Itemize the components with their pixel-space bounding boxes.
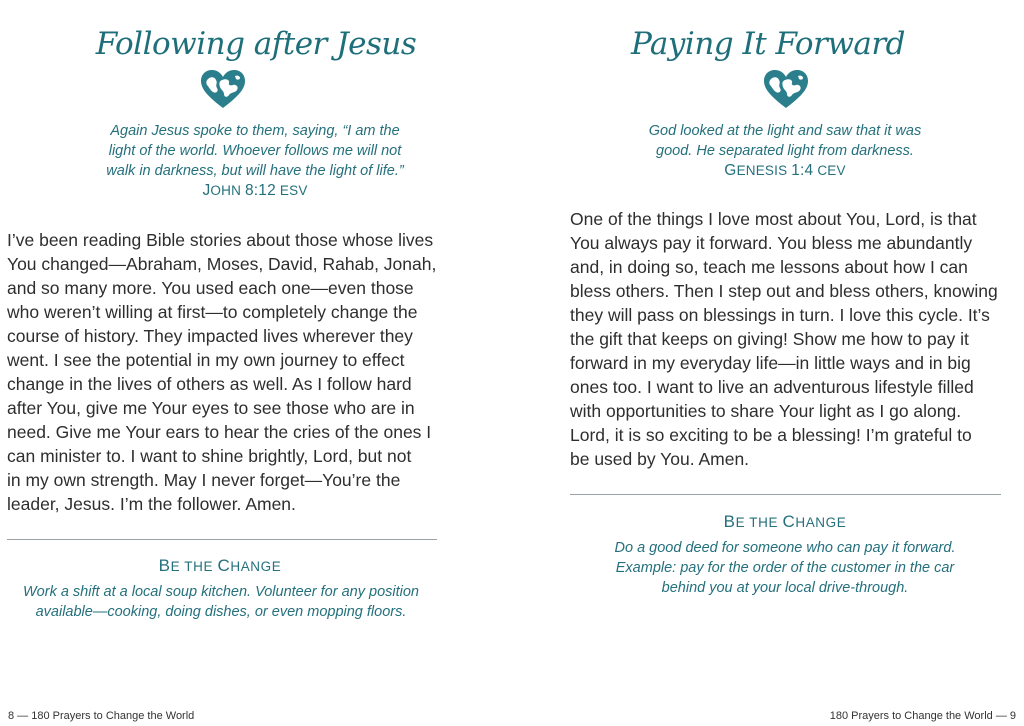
verse-line: walk in darkness, but will have the light of life.” xyxy=(106,163,404,179)
verse-line: good. He separated light from darkness. xyxy=(656,143,914,159)
heart-globe-icon xyxy=(763,70,809,110)
body-line: with opportunities to share Your light as I go along. xyxy=(570,401,962,421)
btc-line: Example: pay for the order of the customer in the car xyxy=(615,560,955,576)
be-the-change-text xyxy=(0,582,442,622)
body-line: I’ve been reading Bible stories about those whose lives xyxy=(7,230,434,250)
body-line: in my own strength. May I never forget—You’re the xyxy=(7,470,401,490)
verse-reference: JOHN 8:12 ESV xyxy=(202,182,308,199)
page-footer: 180 Prayers to Change the World — 9 xyxy=(829,710,1016,722)
body-line: the gift that keeps on giving! Show me how to pay it xyxy=(570,329,969,349)
body-line: be used by You. Amen. xyxy=(570,449,750,469)
body-line: One of the things I love most about You, Lord, is that xyxy=(570,209,977,229)
body-line: can minister to. I want to shine brightly, Lord, but not xyxy=(7,446,412,466)
btc-line: Do a good deed for someone who can pay it forward. xyxy=(614,540,956,556)
be-the-change-text xyxy=(570,538,1000,598)
btc-line: behind you at your local drive-through. xyxy=(661,580,909,596)
verse-reference: GENESIS 1:4 CEV xyxy=(724,162,846,179)
page-title: Following after Jesus xyxy=(95,26,417,62)
scripture-verse xyxy=(570,121,1000,181)
verse-line: God looked at the light and saw that it was xyxy=(648,123,922,139)
body-line: need. Give me Your ears to hear the cries of the ones I xyxy=(7,422,432,442)
heart-globe-icon xyxy=(200,70,246,110)
be-the-change-heading: BE THE CHANGE xyxy=(723,512,847,531)
body-line: who weren’t willing at first—to completely change the xyxy=(7,302,418,322)
body-line: ones too. I want to live an adventurous lifestyle filled xyxy=(570,377,974,397)
body-line: course of history. They impacted lives wherever they xyxy=(7,326,413,346)
prayer-body xyxy=(570,207,1020,471)
body-line: forward in my everyday life—in little ways and in big xyxy=(570,353,971,373)
verse-line: Again Jesus spoke to them, saying, “I am the xyxy=(110,123,400,139)
prayer-body xyxy=(7,228,507,516)
body-line: and so many more. You used each one—even those xyxy=(7,278,414,298)
body-line: went. I see the potential in my own journey to effect xyxy=(7,350,405,370)
body-line: after You, give me Your eyes to see those who are in xyxy=(7,398,415,418)
body-line: leader, Jesus. I’m the follower. Amen. xyxy=(7,494,296,514)
body-line: Lord, it is so exciting to be a blessing! I’m grateful to xyxy=(570,425,972,445)
btc-line: Work a shift at a local soup kitchen. Volunteer for any position xyxy=(22,584,419,600)
body-line: You always pay it forward. You bless me abundantly xyxy=(570,233,973,253)
verse-line: light of the world. Whoever follows me will not xyxy=(108,143,402,159)
body-line: they will pass on blessings in turn. I love this cycle. It’s xyxy=(570,305,990,325)
section-divider xyxy=(570,494,1001,495)
body-line: change in the lives of others as well. As I follow hard xyxy=(7,374,412,394)
scripture-verse xyxy=(40,121,470,201)
body-line: You changed—Abraham, Moses, David, Rahab, Jonah, xyxy=(7,254,437,274)
body-line: and, in doing so, teach me lessons about how I can xyxy=(570,257,968,277)
section-divider xyxy=(7,539,437,540)
be-the-change-heading: BE THE CHANGE xyxy=(158,556,282,575)
btc-line: available—cooking, doing dishes, or even mopping floors. xyxy=(35,604,407,620)
page-title: Paying It Forward xyxy=(630,26,906,62)
page-footer: 8 — 180 Prayers to Change the World xyxy=(8,710,195,722)
right-page xyxy=(512,0,1024,726)
body-line: bless others. Then I step out and bless others, knowing xyxy=(570,281,998,301)
